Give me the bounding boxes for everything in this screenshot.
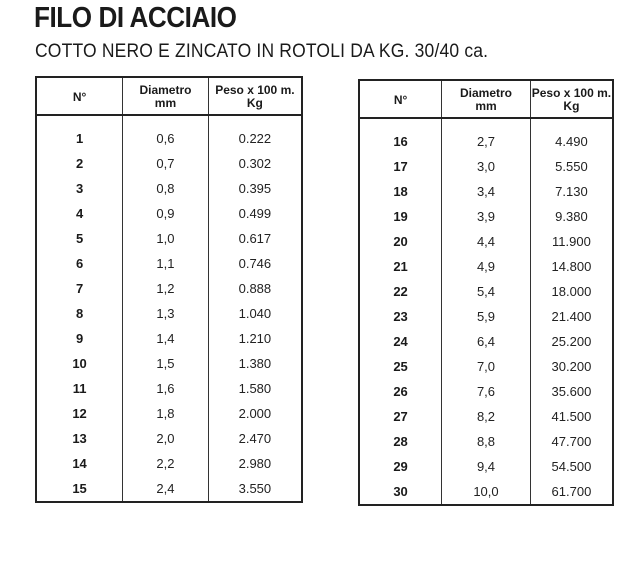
cell-peso: 11.900 <box>530 229 613 254</box>
cell-number: 29 <box>359 454 442 479</box>
header-diametro <box>442 80 531 118</box>
cell-diametro: 1,6 <box>123 376 209 401</box>
cell-number: 11 <box>36 376 123 401</box>
cell-peso: 0.499 <box>208 201 302 226</box>
header-peso <box>208 77 302 115</box>
cell-diametro: 9,4 <box>442 454 531 479</box>
cell-peso: 25.200 <box>530 329 613 354</box>
cell-number: 27 <box>359 404 442 429</box>
cell-peso: 61.700 <box>530 479 613 505</box>
table-body-left <box>36 115 302 502</box>
spacer-cell <box>123 115 209 126</box>
cell-number: 13 <box>36 426 123 451</box>
header-diametro-label: Diametro <box>139 83 192 97</box>
cell-diametro: 2,2 <box>123 451 209 476</box>
header-peso-unit: Kg <box>563 99 580 113</box>
table-body-right <box>359 118 613 505</box>
table-row <box>359 229 613 254</box>
cell-number: 25 <box>359 354 442 379</box>
cell-diametro: 2,7 <box>442 129 531 154</box>
cell-diametro: 0,8 <box>123 176 209 201</box>
header-peso-label: Peso x 100 m. <box>215 83 295 97</box>
cell-diametro: 0,6 <box>123 126 209 151</box>
cell-diametro: 10,0 <box>442 479 531 505</box>
cell-number: 19 <box>359 204 442 229</box>
header-diametro-unit: mm <box>475 99 497 113</box>
cell-number: 24 <box>359 329 442 354</box>
page-title: FILO DI ACCIAIO <box>34 2 237 34</box>
table-row <box>36 451 302 476</box>
cell-diametro: 7,0 <box>442 354 531 379</box>
cell-peso: 1.210 <box>208 326 302 351</box>
cell-peso: 21.400 <box>530 304 613 329</box>
cell-number: 7 <box>36 276 123 301</box>
table-row <box>36 326 302 351</box>
cell-diametro: 1,2 <box>123 276 209 301</box>
cell-peso: 1.380 <box>208 351 302 376</box>
wire-table-right <box>358 79 614 506</box>
cell-diametro: 4,4 <box>442 229 531 254</box>
cell-number: 6 <box>36 251 123 276</box>
cell-diametro: 5,9 <box>442 304 531 329</box>
cell-diametro: 3,9 <box>442 204 531 229</box>
header-number-label: N° <box>72 89 87 104</box>
cell-number: 15 <box>36 476 123 502</box>
cell-diametro: 1,1 <box>123 251 209 276</box>
cell-diametro: 1,8 <box>123 401 209 426</box>
cell-number: 8 <box>36 301 123 326</box>
table-row <box>359 254 613 279</box>
spacer-cell <box>359 118 442 129</box>
cell-peso: 9.380 <box>530 204 613 229</box>
header-diametro-label: Diametro <box>459 86 512 100</box>
header-peso-unit: Kg <box>246 96 263 110</box>
table-row <box>36 276 302 301</box>
table-row <box>359 479 613 505</box>
cell-number: 20 <box>359 229 442 254</box>
spacer-cell <box>442 118 531 129</box>
cell-peso: 0.395 <box>208 176 302 201</box>
table-row <box>36 226 302 251</box>
header-peso <box>530 80 613 118</box>
table-row <box>359 179 613 204</box>
cell-peso: 35.600 <box>530 379 613 404</box>
cell-diametro: 5,4 <box>442 279 531 304</box>
cell-peso: 5.550 <box>530 154 613 179</box>
cell-diametro: 3,0 <box>442 154 531 179</box>
cell-diametro: 1,3 <box>123 301 209 326</box>
table-row <box>36 426 302 451</box>
cell-diametro: 2,4 <box>123 476 209 502</box>
cell-peso: 2.000 <box>208 401 302 426</box>
cell-diametro: 2,0 <box>123 426 209 451</box>
header-number <box>36 77 123 115</box>
cell-diametro: 0,7 <box>123 151 209 176</box>
table-row <box>359 454 613 479</box>
cell-number: 10 <box>36 351 123 376</box>
cell-peso: 41.500 <box>530 404 613 429</box>
table-spacer-row <box>36 115 302 126</box>
cell-number: 14 <box>36 451 123 476</box>
cell-number: 16 <box>359 129 442 154</box>
cell-peso: 1.580 <box>208 376 302 401</box>
header-diametro <box>123 77 209 115</box>
table-row <box>36 201 302 226</box>
table-row <box>36 126 302 151</box>
spacer-cell <box>530 118 613 129</box>
table-spacer-row <box>359 118 613 129</box>
cell-peso: 18.000 <box>530 279 613 304</box>
cell-peso: 47.700 <box>530 429 613 454</box>
cell-peso: 3.550 <box>208 476 302 502</box>
cell-diametro: 1,5 <box>123 351 209 376</box>
cell-diametro: 8,2 <box>442 404 531 429</box>
cell-diametro: 7,6 <box>442 379 531 404</box>
cell-diametro: 1,0 <box>123 226 209 251</box>
cell-number: 4 <box>36 201 123 226</box>
table-row <box>359 379 613 404</box>
table-row <box>36 476 302 502</box>
table-row <box>359 329 613 354</box>
wire-table-left <box>35 76 303 503</box>
header-number <box>359 80 442 118</box>
table-header-row <box>36 77 302 115</box>
cell-number: 22 <box>359 279 442 304</box>
cell-diametro: 0,9 <box>123 201 209 226</box>
cell-number: 23 <box>359 304 442 329</box>
cell-peso: 0.302 <box>208 151 302 176</box>
table-header-row <box>359 80 613 118</box>
cell-number: 17 <box>359 154 442 179</box>
header-peso-label: Peso x 100 m. <box>531 86 612 100</box>
cell-number: 30 <box>359 479 442 505</box>
table-row <box>359 204 613 229</box>
cell-number: 2 <box>36 151 123 176</box>
cell-peso: 7.130 <box>530 179 613 204</box>
spacer-cell <box>36 115 123 126</box>
cell-diametro: 4,9 <box>442 254 531 279</box>
cell-diametro: 8,8 <box>442 429 531 454</box>
cell-peso: 2.470 <box>208 426 302 451</box>
cell-number: 26 <box>359 379 442 404</box>
table-row <box>36 301 302 326</box>
cell-peso: 2.980 <box>208 451 302 476</box>
cell-number: 18 <box>359 179 442 204</box>
table-row <box>359 354 613 379</box>
page-subtitle: COTTO NERO E ZINCATO IN ROTOLI DA KG. 30/40 ca. <box>35 41 489 62</box>
cell-number: 9 <box>36 326 123 351</box>
table-row <box>359 129 613 154</box>
cell-peso: 0.222 <box>208 126 302 151</box>
header-number-label: N° <box>393 92 408 107</box>
table-row <box>359 279 613 304</box>
cell-peso: 0.888 <box>208 276 302 301</box>
cell-number: 1 <box>36 126 123 151</box>
table-row <box>36 376 302 401</box>
cell-peso: 0.746 <box>208 251 302 276</box>
cell-number: 12 <box>36 401 123 426</box>
table-row <box>36 351 302 376</box>
table-row <box>359 429 613 454</box>
table-row <box>36 151 302 176</box>
table-row <box>359 154 613 179</box>
cell-diametro: 6,4 <box>442 329 531 354</box>
header-diametro-unit: mm <box>154 96 177 110</box>
cell-number: 5 <box>36 226 123 251</box>
cell-number: 28 <box>359 429 442 454</box>
cell-peso: 0.617 <box>208 226 302 251</box>
cell-peso: 14.800 <box>530 254 613 279</box>
table-row <box>36 401 302 426</box>
cell-peso: 1.040 <box>208 301 302 326</box>
table-row <box>359 404 613 429</box>
cell-number: 3 <box>36 176 123 201</box>
cell-peso: 30.200 <box>530 354 613 379</box>
table-row <box>359 304 613 329</box>
table-row <box>36 251 302 276</box>
spacer-cell <box>208 115 302 126</box>
cell-peso: 4.490 <box>530 129 613 154</box>
cell-diametro: 3,4 <box>442 179 531 204</box>
cell-diametro: 1,4 <box>123 326 209 351</box>
cell-number: 21 <box>359 254 442 279</box>
table-row <box>36 176 302 201</box>
cell-peso: 54.500 <box>530 454 613 479</box>
